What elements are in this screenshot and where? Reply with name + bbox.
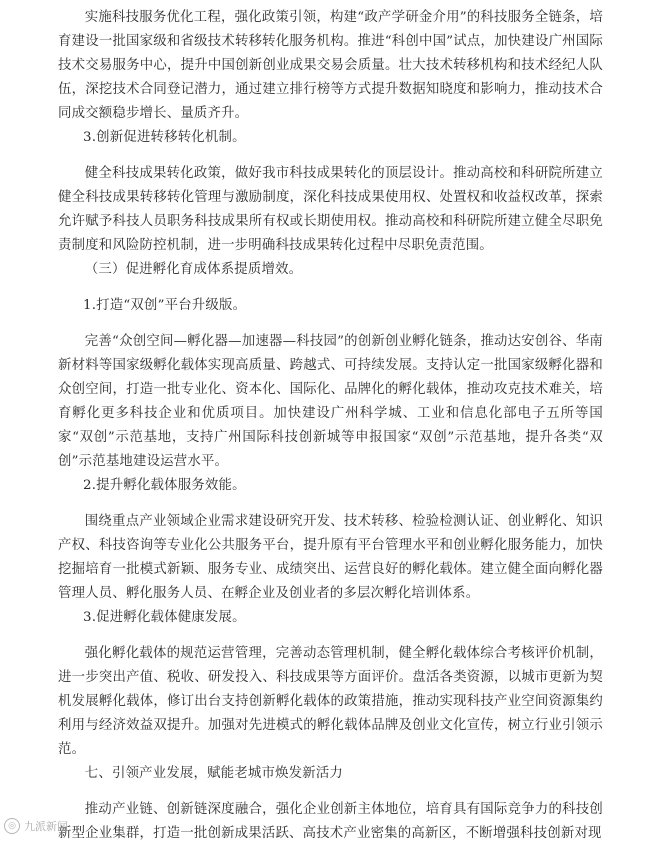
watermark-text: 九派新闻: [24, 820, 68, 833]
heading-incubator-service: 2.提升孵化载体服务效能。: [83, 478, 246, 493]
heading-dual-innovation-platform: 1.打造“双创”平台升级版。: [83, 298, 247, 313]
paragraph-transfer-policy: 健全科技成果转化政策，做好我市科技成果转化的顶层设计。推动高校和科研院所建立健全科技成果转移转化管理与激励制度，深化科技成果使用权、处置权和收益权改革，探索允许赋予科技人员职务科技成果所有权或长期使用权。推动高校和科研院所建立健全尽职免责制度和风险防控机制，进一步明确科技成果转化过程中尽职免责范围。: [58, 166, 603, 253]
paragraph-service-platforms: 围绕重点产业领域企业需求建设研究开发、技术转移、检验检测认证、创业孵化、知识产权、科技咨询等专业化公共服务平台，提升原有平台管理水平和创业孵化服务能力，加快挖掘培育一批模式新颖、服务专业、成绩突出、运营良好的孵化载体。建立健全面向孵化器管理人员、孵化服务人员、在孵企业及创业者的多层次孵化培训体系。: [58, 514, 603, 601]
paragraph-incubation-chain: 完善“众创空间—孵化器—加速器—科技园”的创新创业孵化链条，推动达安创谷、华南新材料等国家级孵化载体实现高质量、跨越式、可持续发展。支持认定一批国家级孵化器和众创空间，打造一批专业化、资本化、国际化、品牌化的孵化载体，推动攻克技术难关，培育孵化更多科技企业和优质项目。加快建设广州科学城、工业和信息化部电子五所等国家“双创”示范基地，支持广州国际科技创新城等申报国家“双创”示范基地，提升各类“双创”示范基地建设运营水平。: [58, 334, 603, 469]
heading-incubation-system: （三）促进孵化育成体系提质增效。: [84, 262, 303, 277]
paragraph-tech-service: 实施科技服务优化工程，强化政策引领，构建“政产学研金介用”的科技服务全链条，培育建设一批国家级和省级技术转移转化服务机构。推进“科创中国”试点，加快建设广州国际技术交易服务中心，提升中国创新创业成果交易会质量。壮大技术转移机构和技术经纪人队伍，深挖技术合同登记潜力，通过建立排行榜等方式提升数据知晓度和影响力，推动技术合同成交额稳步增长、量质齐升。: [58, 10, 603, 121]
heading-incubator-health: 3.促进孵化载体健康发展。: [83, 610, 246, 625]
paragraph-operation-management: 强化孵化载体的规范运营管理，完善动态管理机制，健全孵化载体综合考核评价机制，进一步突出产值、税收、研发投入、科技成果等方面评价。盘活各类资源，以城市更新为契机发展孵化载体，修订出台支持创新孵化载体的政策措施，推动实现科技产业空间资源集约利用与经济效益双提升。加强对先进模式的孵化载体品牌及创业文化宣传，树立行业引领示范。: [58, 646, 603, 757]
watermark: [4, 818, 68, 834]
watermark-logo-icon: ◎: [4, 818, 20, 834]
heading-section-seven: 七、引领产业发展，赋能老城市焕发新活力: [84, 766, 344, 781]
paragraph-industry-innovation: 推动产业链、创新链深度融合，强化企业创新主体地位，培育具有国际竞争力的科技创新型企业集群，打造一批创新成果活跃、高技术产业密集的高新区，不断增强科技创新对现: [58, 802, 603, 841]
heading-transfer-mechanism: 3.创新促进转移转化机制。: [83, 130, 246, 145]
